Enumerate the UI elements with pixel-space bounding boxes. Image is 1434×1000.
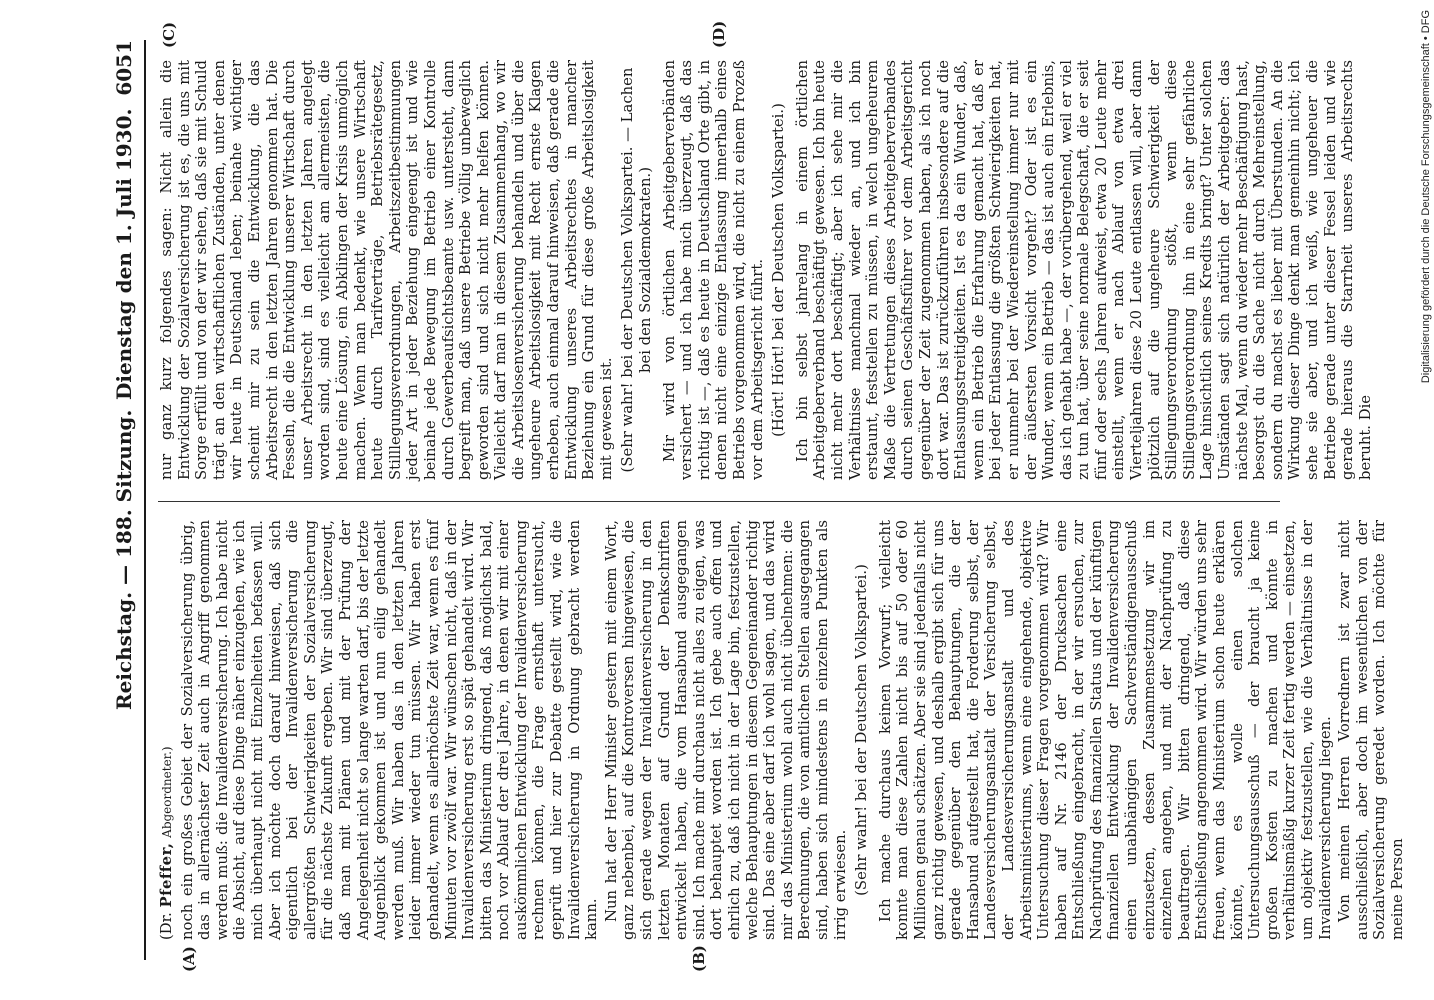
column-divider [158, 501, 1280, 502]
paragraph: Ich bin selbst jahrelang in einem örtlichen Arbeitgeberverband beschäftigt gewesen. Ich bin heute nicht mehr dort beschäftigt; aber ich sehe mir die Verhältnisse manchmal wieder an, und ich bin erstaunt, feststellen zu müssen, in welch ungeheurem Maße die Vertretungen dieses Arbeitgeberverbandes durch seinen Geschäftsführer vor dem Arbeitsgericht gegenüber der Zeit zugenommen haben, als ich noch dort war. Das ist zurückzuführen insbesondere auf die Entlassungsstreitigkeiten. Ist es da ein Wunder, daß, wenn ein Betrieb die Erfahrung gemacht hat, daß er bei jeder Entlassung die größten Schwierigkeiten hat, er nunmehr bei der Wiedereinstellung immer nur mit der äußersten Vorsicht vorgeht? Oder ist es ein Wunder, wenn ein Betrieb — das ist auch ein Erlebnis, das ich gehabt habe —, der vorübergehend, weil er viel zu tun hat, über seine normale Belegschaft, die er seit fünf oder sechs Jahren aufweist, etwa 20 Leute mehr einstellt, wenn er nach Ablauf von etwa drei Vierteljahren diese 20 Leute entlassen will, aber dann plötzlich auf die ungeheure Schwierigkeit der Stillegungsverordnung stößt, wenn diese Stillegungsverordnung ihn in eine sehr gefährliche Lage hinsichtlich seines Kredits bringt? Unter solchen Umständen sagt sich natürlich der Arbeitgeber: das nächste Mal, wenn du wieder mehr Beschäftigung hast, besorgst du die Sache nicht durch Mehreinstellung, sondern du machst es lieber mit Überstunden. An die Wirkung dieser Dinge denkt man gemeinhin nicht; ich sehe sie aber, und ich weiß, wie ungeheuer die Betriebe gerade unter dieser Fessel leiden und wie gerade hieraus die Starrheit unseres Arbeitsrechts beruht. Die [793, 60, 1374, 480]
header-session: Reichstag. — 188. Sitzung. [112, 409, 136, 710]
margin-letter-d: (D) [710, 20, 728, 48]
paragraph: Ich mache durchaus keinen Vorwurf; vielleicht konnte man diese Zahlen nicht bis auf 50 oder 60 Millionen genau schätzen. Aber sie sind jedenfalls nicht ganz richtig gewesen, und deshalb ergibt sich für uns gerade gegenüber den Behauptungen, die der Hansabund aufgestellt hat, die Forderung selbst, der Landesversicherungsanstalt der Versicherung selbst, der Landesversicherungsanstalt und des Arbeitsministeriums, wenn eine eingehende, objektive Untersuchung dieser Fragen vorgenommen wird? Wir haben auf Nr. 2146 der Drucksachen eine Entschließung eingebracht, in der wir ersuchen, zur Nachprüfung des finanziellen Status und der künftigen finanziellen Entwicklung der Invalidenversicherung einen unabhängigen Sachverständigenausschuß einzusetzen, dessen Zusammensetzung wir im einzelnen angeben, und mit der Nachprüfung zu beauftragen. Wir bitten dringend, daß diese Entschließung angenommen wird. Wir würden uns sehr freuen, wenn das Ministerium schon heute erklären könnte, es wolle einen solchen Untersuchungsausschuß — der braucht ja keine großen Kosten zu machen und könnte in verhältnismäßig kurzer Zeit fertig werden — einsetzen, um objektiv festzustellen, wie die Verhältnisse in der Invalidenversicherung liegen. [876, 520, 1334, 940]
page-header [108, 40, 146, 960]
margin-letter-c: (C) [160, 21, 178, 48]
interjection: (Hört! Hört! bei der Deutschen Volkspartei.) [770, 103, 788, 437]
paragraph: nur ganz kurz folgendes sagen: Nicht allein die Entwicklung der Sozialversicherung ist es, die uns mit Sorge erfüllt und von der wir sehen, daß sie mit Schuld trägt an den wirtschaftlichen Zuständen, unter denen wir heute in Deutschland leben; beinahe wichtiger scheint mir zu sein die Entwicklung, die das Arbeitsrecht in den letzten Jahren genommen hat. Die Fesseln, die die Entwicklung unserer Wirtschaft durch unser Arbeitsrecht in den letzten Jahren angelegt worden sind, sind es vielleicht am allermeisten, die heute eine Lösung, ein Abklingen der Krisis unmöglich machen. Wenn man bedenkt, wie unsere Wirtschaft heute durch Tarifverträge, Betriebsrätegesetz, Stilllegungsverordnungen, Arbeitszeitbestimmungen jeder Art in jeder Beziehung eingeengt ist und wie beinahe jede Bewegung im Betrieb einer Kontrolle durch Gewerbeaufsichtsbeamte usw. untersteht, dann begreift man, daß unsere Betriebe völlig unbeweglich geworden sind und sich nicht mehr helfen können. Vielleicht darf man in diesem Zusammenhang, wo wir die Arbeitslosenversicherung behandeln und über die ungeheure Arbeitslosigkeit mit Recht ernste Klagen erheben, auch einmal darauf hinweisen, daß gerade die Entwicklung unseres Arbeitsrechtes in mancher Beziehung ein Grund für diese große Arbeitslosigkeit mit gewesen ist. [158, 60, 615, 480]
paragraph: noch ein großes Gebiet der Sozialversicherung übrig, das in allernächster Zeit auch in Angriff genommen werden muß: die Invalidenversicherung. Ich habe nicht die Absicht, auf diese Dinge näher einzugehen, wie ich mich überhaupt nicht mit Einzelheiten befassen will. Aber ich möchte doch darauf hinweisen, daß sich eigentlich bei der Invalidenversicherung die allergrößten Schwierigkeiten der Sozialversicherung für die nächste Zukunft ergeben. Wir sind überzeugt, daß man mit Plänen und mit der Prüfung der Angelegenheit nicht so lange warten darf, bis der letzte Augenblick gekommen ist und nun eilig gehandelt werden muß. Wir haben das in den letzten Jahren leider immer wieder tun müssen. Wir haben erst gehandelt, wenn es allerhöchste Zeit war, wenn es fünf Minuten vor zwölf war. Wir wünschen nicht, daß in der Invalidenversicherung erst so spät gehandelt wird. Wir bitten das Ministerium dringend, daß möglichst bald, noch vor Ablauf der drei Jahre, in denen wir mit einer auskömmlichen Entwicklung der Invalidenversicherung rechnen können, die Frage ernsthaft untersucht, geprüft und hier zur Debatte gestellt wird, wie die Invalidenversicherung in Ordnung gebracht werden kann. [178, 520, 601, 940]
left-column [158, 520, 1406, 940]
interjection: (Sehr wahr! bei der Deutschen Volkspartei.) [853, 564, 871, 896]
digitization-text: Digitalisierung gefördert durch die Deutsche Forschungsgemeinschaft • DFG [1420, 10, 1432, 384]
interjection: (Sehr wahr! bei der Deutschen Volkspartei. — Lachen bei den Sozialdemokraten.) [619, 67, 655, 473]
paragraph: Von meinen Herren Vorrednern ist zwar nicht ausschließlich, aber doch im wesentlichen von der Sozialversicherung geredet worden. Ich möchte für meine Person [1336, 520, 1406, 940]
speaker-line [158, 520, 177, 940]
page-number: 6051 [112, 40, 136, 96]
speaker-name: Pfeffer, [158, 842, 175, 908]
document-page [90, 0, 1406, 1000]
speaker-role: Abgeordneter.) [160, 746, 174, 838]
digitization-note [1420, 10, 1432, 383]
right-column [158, 60, 1374, 480]
margin-letter-b: (B) [690, 945, 708, 972]
margin-letter-a: (A) [180, 946, 198, 972]
header-date: Dienstag den 1. Juli 1930. [112, 108, 136, 400]
paragraph: Mir wird von örtlichen Arbeitgeberverbänden versichert — und ich habe mich überzeugt, daß das richtig ist —, daß es heute in Deutschland Orte gibt, in denen nicht eine einzige Entlassung innerhalb eines Betriebs vorgenommen wird, die nicht zu einem Prozeß vor dem Arbeitsgericht führt. [660, 60, 766, 480]
speaker-prefix: (Dr. [158, 912, 175, 940]
paragraph: Nun hat der Herr Minister gestern mit einem Wort, ganz nebenbei, auf die Kontroversen hingewiesen, die sich gerade wegen der Invalidenversicherung in den letzten Monaten auf Grund der Denkschriften entwickelt haben, die vom Hansabund ausgegangen sind. Ich mache mir durchaus nicht alles zu eigen, was dort behauptet worden ist. Ich gebe auch offen und ehrlich zu, daß ich nicht in der Lage bin, festzustellen, welche Behauptungen in diesem Gegeneinander richtig sind. Das eine aber darf ich wohl sagen, und das wird mir das Ministerium wohl auch nicht übelnehmen: die Berechnungen, die von amtlichen Stellen ausgegangen sind, haben sich mindestens in einzelnen Punkten als irrig erwiesen. [602, 520, 849, 940]
